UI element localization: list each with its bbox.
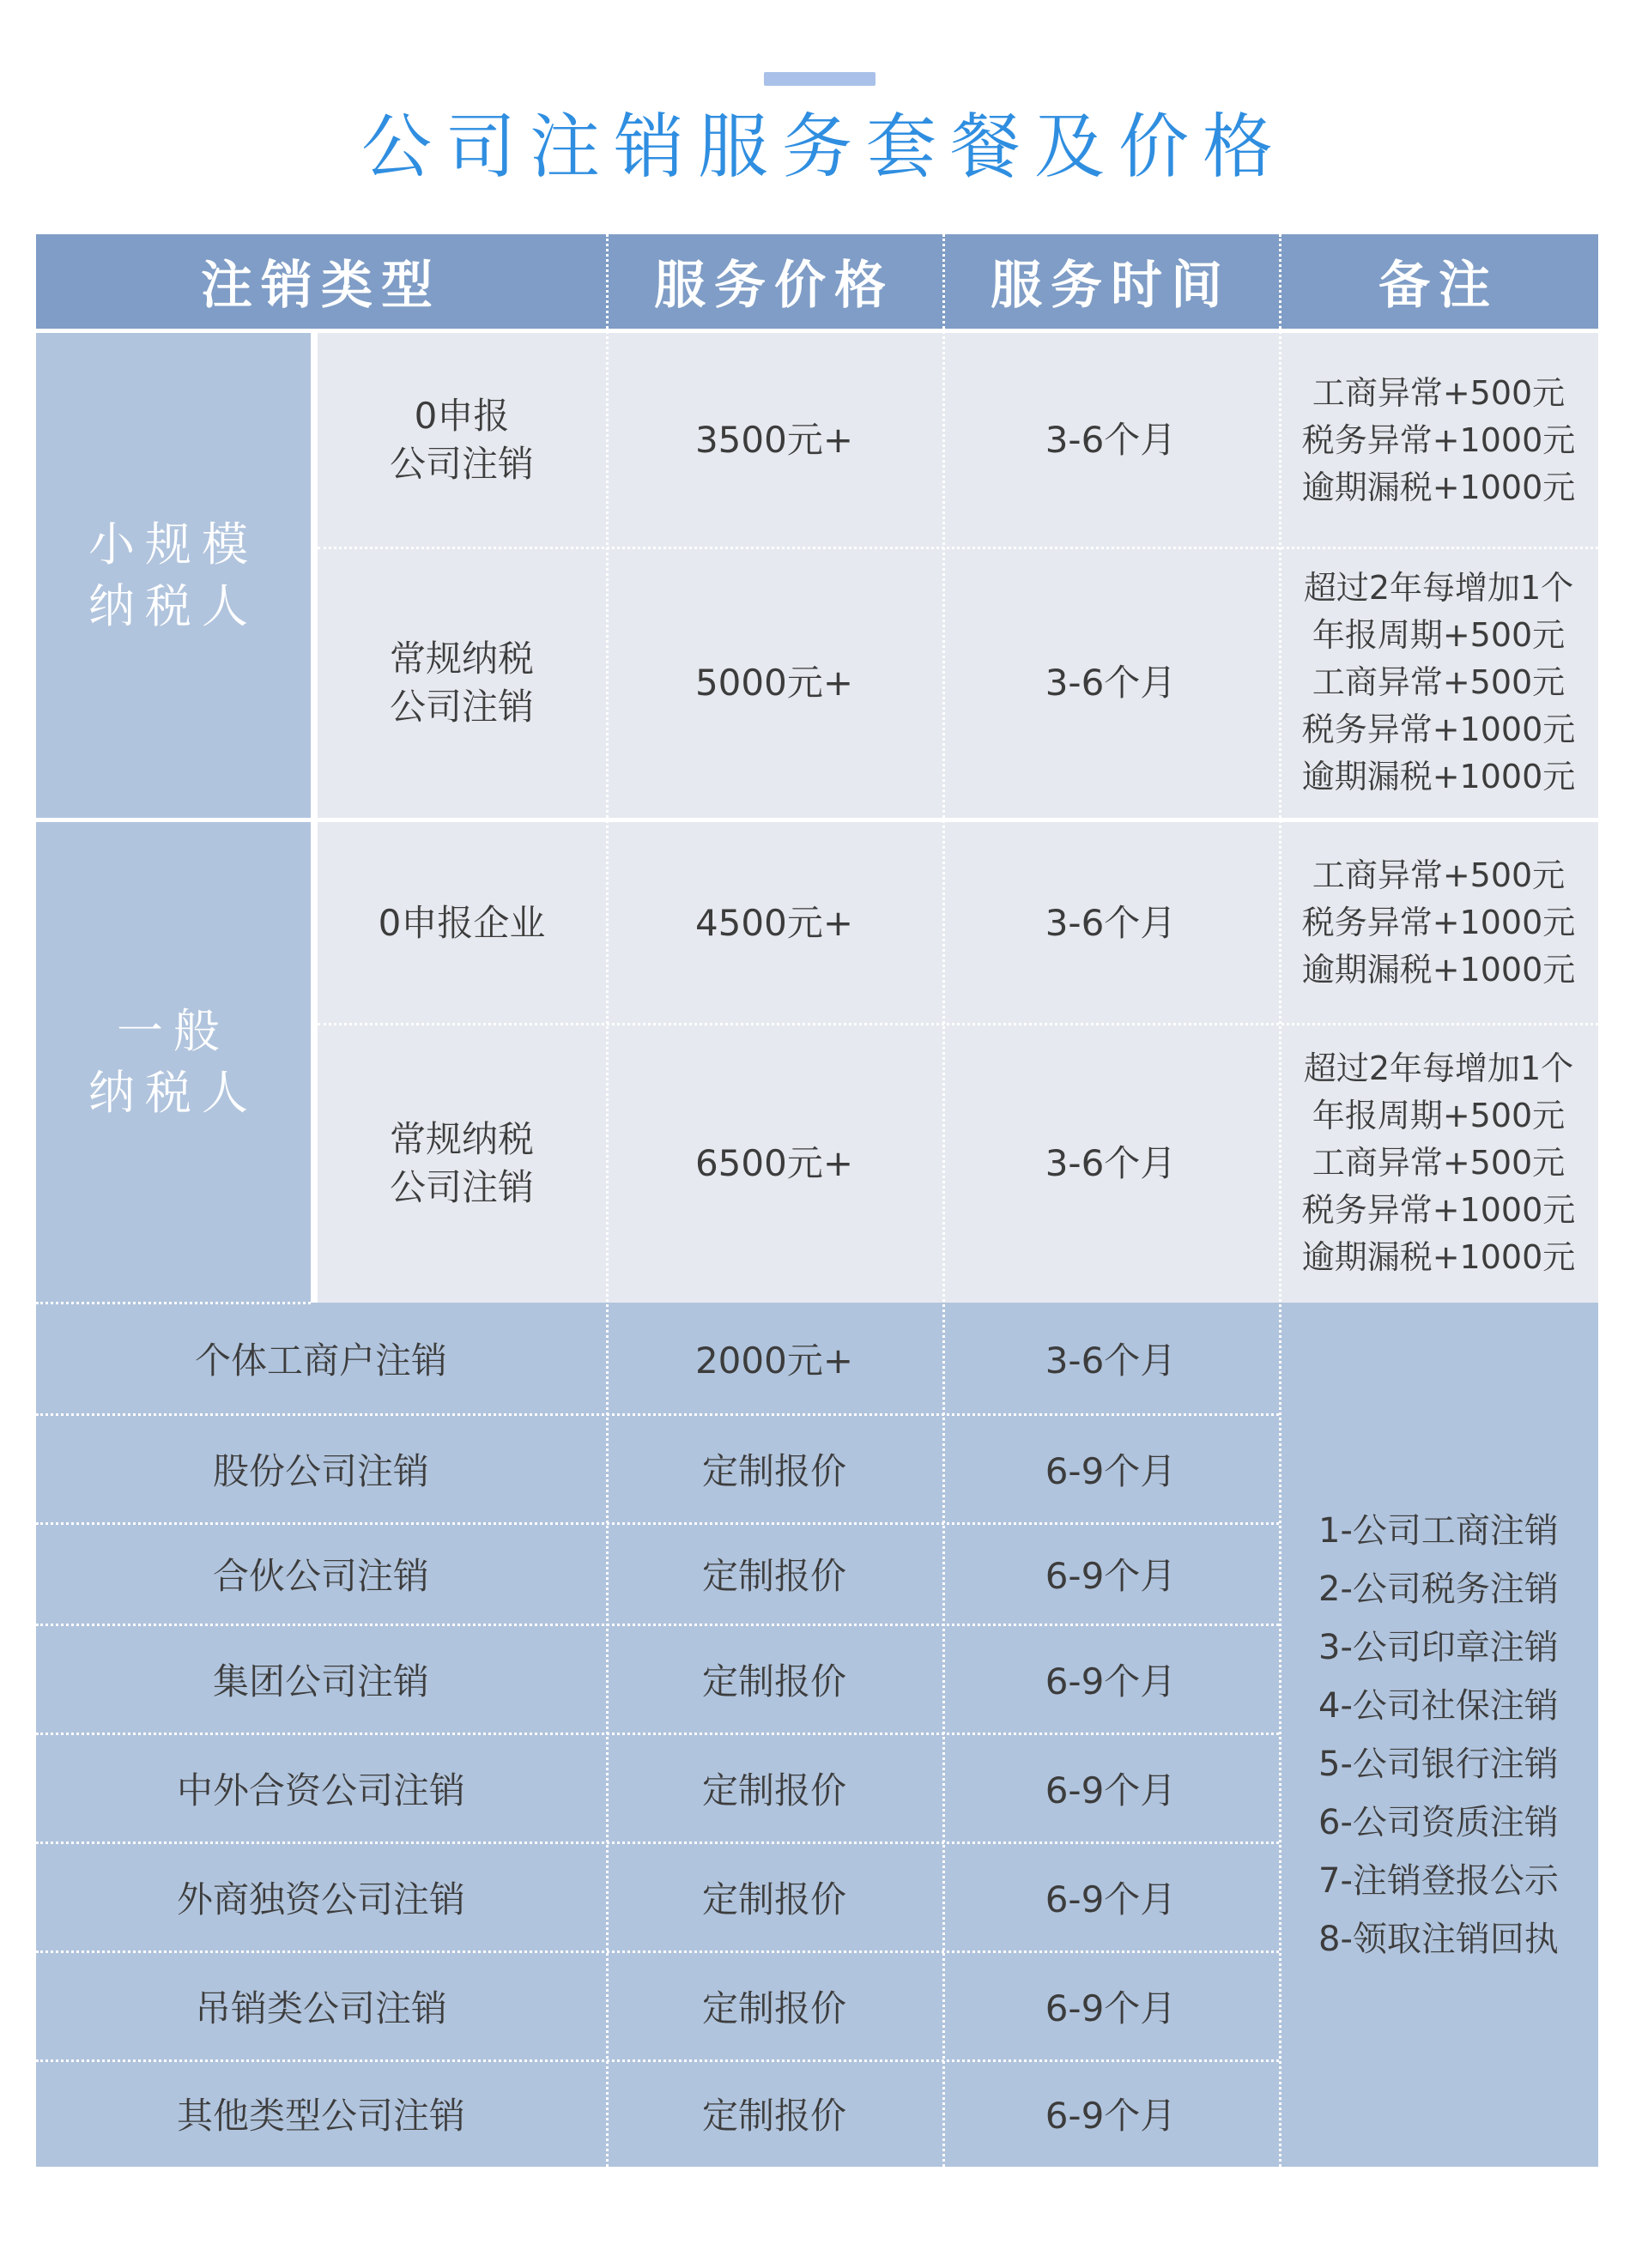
other-row-price: 定制报价 <box>701 1987 846 2029</box>
row-divider <box>318 1023 1598 1025</box>
group-label-small-scale: 小规模 纳税人 <box>36 333 311 818</box>
group-label-general: 一般 纳税人 <box>36 822 311 1303</box>
column-divider <box>606 234 609 2167</box>
row-type: 0申报 公司注销 <box>318 333 606 547</box>
other-row-price: 定制报价 <box>701 1769 846 1811</box>
row-divider <box>36 2059 1279 2062</box>
other-row-type: 吊销类公司注销 <box>194 1987 447 2029</box>
other-row-type: 合伙公司注销 <box>212 1555 429 1597</box>
row-divider <box>36 1522 1279 1525</box>
row-type: 常规纳税 公司注销 <box>318 547 606 818</box>
process-step: 1-公司工商注销 <box>1318 1510 1559 1551</box>
row-time: 3-6个月 <box>942 547 1279 818</box>
header-divider <box>36 329 1598 333</box>
other-row-time: 6-9个月 <box>1045 1878 1177 1920</box>
other-row-time: 6-9个月 <box>1045 1769 1177 1811</box>
other-row-price: 定制报价 <box>701 1449 846 1492</box>
header-time: 服务时间 <box>991 256 1231 316</box>
row-price: 5000元+ <box>606 547 942 818</box>
title-accent-bar <box>764 72 876 86</box>
process-step: 7-注销登报公示 <box>1318 1860 1559 1901</box>
row-time: 3-6个月 <box>942 822 1279 1024</box>
row-divider <box>318 547 1598 549</box>
other-row-price: 定制报价 <box>701 1660 846 1703</box>
other-row-time: 6-9个月 <box>1045 1449 1177 1492</box>
row-divider <box>36 1733 1279 1735</box>
row-price: 6500元+ <box>606 1024 942 1303</box>
row-price: 3500元+ <box>606 333 942 547</box>
row-divider <box>36 1302 311 1304</box>
header-price: 服务价格 <box>654 256 894 316</box>
other-row-time: 6-9个月 <box>1045 1660 1177 1703</box>
row-divider <box>36 1842 1279 1844</box>
row-price: 4500元+ <box>606 822 942 1024</box>
other-row-time: 6-9个月 <box>1045 2095 1177 2137</box>
other-row-price: 2000元+ <box>694 1340 854 1382</box>
row-divider <box>36 1624 1279 1626</box>
process-step: 2-公司税务注销 <box>1318 1569 1559 1609</box>
row-notes: 超过2年每增加1个 年报周期+500元 工商异常+500元 税务异常+1000元 逾期漏税+1000元 <box>1279 1024 1598 1303</box>
row-divider <box>36 818 311 820</box>
other-row-type: 股份公司注销 <box>212 1449 429 1492</box>
other-row-type: 集团公司注销 <box>212 1660 429 1703</box>
other-row-time: 6-9个月 <box>1045 1555 1177 1597</box>
process-steps <box>1279 1303 1598 2167</box>
other-row-type: 其他类型公司注销 <box>176 2095 465 2137</box>
header-notes: 备注 <box>1378 256 1499 316</box>
row-type: 0申报企业 <box>318 822 606 1024</box>
other-row-price: 定制报价 <box>701 2095 846 2137</box>
row-time: 3-6个月 <box>942 333 1279 547</box>
row-notes: 工商异常+500元 税务异常+1000元 逾期漏税+1000元 <box>1279 333 1598 547</box>
header-type: 注销类型 <box>201 256 441 316</box>
process-step: 5-公司银行注销 <box>1318 1744 1559 1784</box>
price-table <box>36 234 1598 2167</box>
row-divider <box>36 1413 1279 1416</box>
other-row-time: 3-6个月 <box>1045 1340 1177 1382</box>
process-step: 6-公司资质注销 <box>1318 1802 1559 1842</box>
other-row-price: 定制报价 <box>701 1555 846 1597</box>
other-row-time: 6-9个月 <box>1045 1987 1177 2029</box>
other-row-type: 个体工商户注销 <box>194 1340 447 1382</box>
row-notes: 超过2年每增加1个 年报周期+500元 工商异常+500元 税务异常+1000元 逾期漏税+1000元 <box>1279 547 1598 818</box>
process-step: 3-公司印章注销 <box>1318 1627 1559 1667</box>
group-row-divider <box>311 818 1598 822</box>
column-divider <box>942 234 945 2167</box>
process-step: 4-公司社保注销 <box>1318 1685 1559 1726</box>
other-row-type: 中外合资公司注销 <box>176 1769 465 1811</box>
other-row-price: 定制报价 <box>701 1878 846 1920</box>
row-notes: 工商异常+500元 税务异常+1000元 逾期漏税+1000元 <box>1279 822 1598 1024</box>
row-type: 常规纳税 公司注销 <box>318 1024 606 1303</box>
other-row-type: 外商独资公司注销 <box>176 1878 465 1920</box>
row-divider <box>36 1950 1279 1953</box>
row-time: 3-6个月 <box>942 1024 1279 1303</box>
column-divider <box>1279 234 1281 2167</box>
process-step: 8-领取注销回执 <box>1318 1919 1559 1959</box>
page-title: 公司注销服务套餐及价格 <box>360 106 1287 188</box>
